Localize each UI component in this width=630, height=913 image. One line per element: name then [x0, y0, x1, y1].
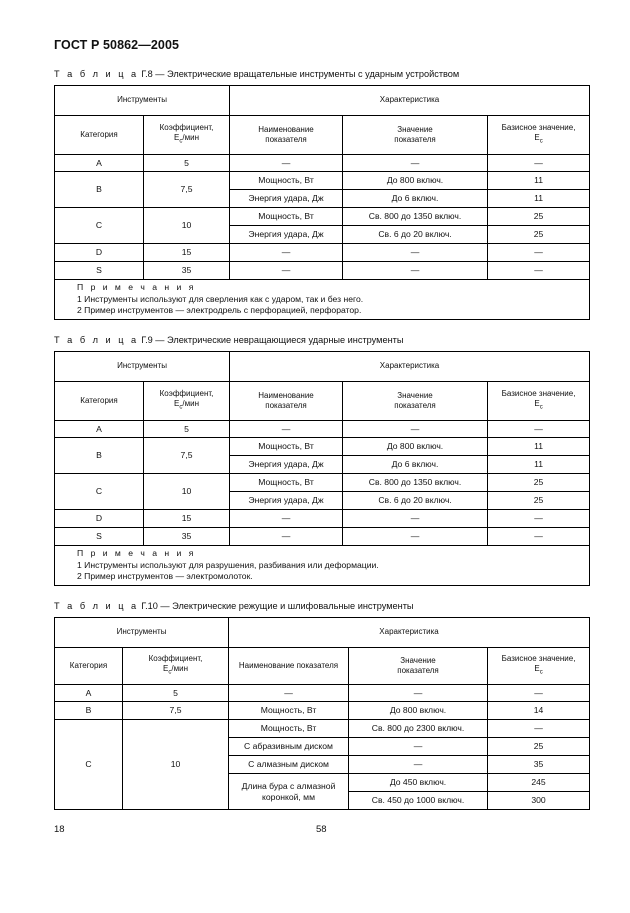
- cell-indicator-name: —: [230, 421, 343, 438]
- cell-category: C: [55, 720, 123, 810]
- header-base-value: Базисное значение, $E_c$: [488, 382, 590, 421]
- cell-coefficient: 15: [144, 510, 230, 528]
- cell-indicator-value: —: [343, 244, 488, 262]
- cell-coefficient: 10: [144, 208, 230, 244]
- cell-indicator-value: Св. 450 до 1000 включ.: [349, 792, 488, 810]
- cell-base-value: 11: [488, 438, 590, 456]
- cell-indicator-value: —: [349, 738, 488, 756]
- header-characteristic: Характеристика: [229, 618, 590, 648]
- cell-coefficient: 35: [144, 262, 230, 280]
- cell-indicator-value: —: [343, 155, 488, 172]
- cell-indicator-name: Мощность, Вт: [230, 474, 343, 492]
- table-notes: [55, 546, 590, 586]
- header-characteristic: Характеристика: [230, 86, 590, 116]
- table-row: [55, 702, 590, 720]
- cell-coefficient: 7,5: [123, 702, 229, 720]
- cell-indicator-value: Св. 6 до 20 включ.: [343, 226, 488, 244]
- caption-word: Т а б л и ц а: [54, 601, 139, 611]
- cell-category: C: [55, 208, 144, 244]
- note-item: 1 Инструменты используют для разрушения, разбивания или деформации.: [77, 559, 379, 570]
- cell-category: D: [55, 510, 144, 528]
- header-category: Категория: [55, 116, 144, 155]
- cell-indicator-name: Энергия удара, Дж: [230, 492, 343, 510]
- cell-base-value: 25: [488, 226, 590, 244]
- table-row: [55, 510, 590, 528]
- cell-indicator-value: —: [343, 262, 488, 280]
- cell-indicator-value: —: [349, 685, 488, 702]
- cell-base-value: —: [488, 720, 590, 738]
- cell-category: A: [55, 421, 144, 438]
- cell-indicator-name: —: [230, 510, 343, 528]
- table-row: [55, 208, 590, 226]
- header-instruments: Инструменты: [55, 618, 229, 648]
- caption-word: Т а б л и ц а: [54, 69, 139, 79]
- table-row: [55, 474, 590, 492]
- cell-coefficient: 5: [123, 685, 229, 702]
- cell-base-value: 25: [488, 474, 590, 492]
- header-base-value: Базисное значение, $E_c$: [488, 648, 590, 685]
- cell-indicator-value: Св. 800 до 1350 включ.: [343, 474, 488, 492]
- cell-indicator-value: —: [349, 756, 488, 774]
- cell-coefficient: 10: [144, 474, 230, 510]
- cell-category: D: [55, 244, 144, 262]
- cell-base-value: 245: [488, 774, 590, 792]
- header-coefficient: Коэффициент, $E_c$/мин: [144, 116, 230, 155]
- table-g9: [54, 351, 590, 586]
- cell-indicator-value: —: [343, 528, 488, 546]
- caption-text: Г.8 — Электрические вращательные инструменты с ударным устройством: [141, 69, 460, 79]
- header-indicator-value: Значение показателя: [343, 382, 488, 421]
- cell-indicator-name: Мощность, Вт: [230, 438, 343, 456]
- header-indicator-name: Наименование показателя: [230, 116, 343, 155]
- cell-indicator-name: —: [230, 528, 343, 546]
- cell-base-value: 11: [488, 172, 590, 190]
- cell-category: B: [55, 438, 144, 474]
- cell-indicator-value: До 6 включ.: [343, 456, 488, 474]
- page-number-left: 18: [54, 824, 65, 835]
- caption-word: Т а б л и ц а: [54, 335, 139, 345]
- notes-title: П р и м е ч а н и я: [77, 548, 196, 558]
- header-instruments: Инструменты: [55, 352, 230, 382]
- cell-coefficient: 15: [144, 244, 230, 262]
- cell-coefficient: 10: [123, 720, 229, 810]
- cell-coefficient: 7,5: [144, 172, 230, 208]
- header-coefficient: Коэффициент, $E_c$/мин: [123, 648, 229, 685]
- cell-indicator-value: До 450 включ.: [349, 774, 488, 792]
- cell-category: C: [55, 474, 144, 510]
- header-indicator-value: Значение показателя: [343, 116, 488, 155]
- cell-base-value: —: [488, 262, 590, 280]
- cell-indicator-value: —: [343, 510, 488, 528]
- table-row: [55, 244, 590, 262]
- cell-base-value: 11: [488, 456, 590, 474]
- cell-category: B: [55, 702, 123, 720]
- cell-indicator-name: Мощность, Вт: [230, 208, 343, 226]
- table-row: [55, 155, 590, 172]
- caption-text: Г.9 — Электрические невращающиеся ударные инструменты: [141, 335, 404, 345]
- cell-category: A: [55, 155, 144, 172]
- cell-category: S: [55, 262, 144, 280]
- cell-base-value: 25: [488, 738, 590, 756]
- cell-indicator-name: Длина бура с алмазной коронкой, мм: [229, 774, 349, 810]
- cell-indicator-name: —: [230, 244, 343, 262]
- header-indicator-value: Значение показателя: [349, 648, 488, 685]
- cell-coefficient: 7,5: [144, 438, 230, 474]
- table-row: [55, 262, 590, 280]
- document-title: ГОСТ Р 50862—2005: [54, 38, 180, 52]
- header-category: Категория: [55, 382, 144, 421]
- table-row: [55, 720, 590, 738]
- cell-base-value: 35: [488, 756, 590, 774]
- cell-indicator-name: Мощность, Вт: [229, 720, 349, 738]
- cell-indicator-value: Св. 800 до 1350 включ.: [343, 208, 488, 226]
- cell-indicator-value: Св. 800 до 2300 включ.: [349, 720, 488, 738]
- cell-indicator-name: —: [230, 155, 343, 172]
- cell-indicator-name: —: [229, 685, 349, 702]
- cell-base-value: 11: [488, 190, 590, 208]
- cell-base-value: —: [488, 421, 590, 438]
- note-item: 2 Пример инструментов — электродрель с перфорацией, перфоратор.: [77, 305, 362, 315]
- table-notes: [55, 280, 590, 320]
- cell-coefficient: 5: [144, 421, 230, 438]
- cell-indicator-name: Энергия удара, Дж: [230, 226, 343, 244]
- cell-indicator-value: До 800 включ.: [343, 172, 488, 190]
- cell-base-value: 14: [488, 702, 590, 720]
- cell-indicator-name: —: [230, 262, 343, 280]
- table-row: [55, 421, 590, 438]
- notes-title: П р и м е ч а н и я: [77, 282, 196, 292]
- table-row: [55, 172, 590, 190]
- cell-indicator-name: Мощность, Вт: [230, 172, 343, 190]
- page-number-center: 58: [316, 824, 327, 835]
- cell-indicator-name: Мощность, Вт: [229, 702, 349, 720]
- header-characteristic: Характеристика: [230, 352, 590, 382]
- cell-indicator-value: До 800 включ.: [343, 438, 488, 456]
- header-instruments: Инструменты: [55, 86, 230, 116]
- table-g8: [54, 85, 590, 320]
- cell-category: S: [55, 528, 144, 546]
- cell-indicator-value: —: [343, 421, 488, 438]
- header-indicator-name: Наименование показателя: [230, 382, 343, 421]
- cell-indicator-name: С абразивным диском: [229, 738, 349, 756]
- header-coefficient: Коэффициент, $E_c$/мин: [144, 382, 230, 421]
- header-base-value: Базисное значение, $E_c$: [488, 116, 590, 155]
- table-row: [55, 438, 590, 456]
- note-item: 1 Инструменты используют для сверления как с ударом, так и без него.: [77, 293, 364, 304]
- header-category: Категория: [55, 648, 123, 685]
- cell-indicator-value: До 800 включ.: [349, 702, 488, 720]
- table-row: [55, 685, 590, 702]
- cell-base-value: 25: [488, 208, 590, 226]
- table-row: [55, 528, 590, 546]
- table-g10-caption: [54, 601, 414, 611]
- table-g8-caption: [54, 69, 459, 79]
- cell-coefficient: 5: [144, 155, 230, 172]
- cell-base-value: 300: [488, 792, 590, 810]
- table-g9-caption: [54, 335, 403, 345]
- cell-base-value: —: [488, 155, 590, 172]
- cell-category: B: [55, 172, 144, 208]
- cell-indicator-value: До 6 включ.: [343, 190, 488, 208]
- header-indicator-name: Наименование показателя: [229, 648, 349, 685]
- caption-text: Г.10 — Электрические режущие и шлифовальные инструменты: [141, 601, 414, 611]
- cell-base-value: 25: [488, 492, 590, 510]
- table-g10: [54, 617, 590, 810]
- cell-coefficient: 35: [144, 528, 230, 546]
- cell-base-value: —: [488, 510, 590, 528]
- cell-base-value: —: [488, 685, 590, 702]
- cell-base-value: —: [488, 528, 590, 546]
- cell-indicator-value: Св. 6 до 20 включ.: [343, 492, 488, 510]
- cell-indicator-name: Энергия удара, Дж: [230, 456, 343, 474]
- cell-indicator-name: С алмазным диском: [229, 756, 349, 774]
- cell-indicator-name: Энергия удара, Дж: [230, 190, 343, 208]
- note-item: 2 Пример инструментов — электромолоток.: [77, 571, 253, 581]
- cell-category: A: [55, 685, 123, 702]
- cell-base-value: —: [488, 244, 590, 262]
